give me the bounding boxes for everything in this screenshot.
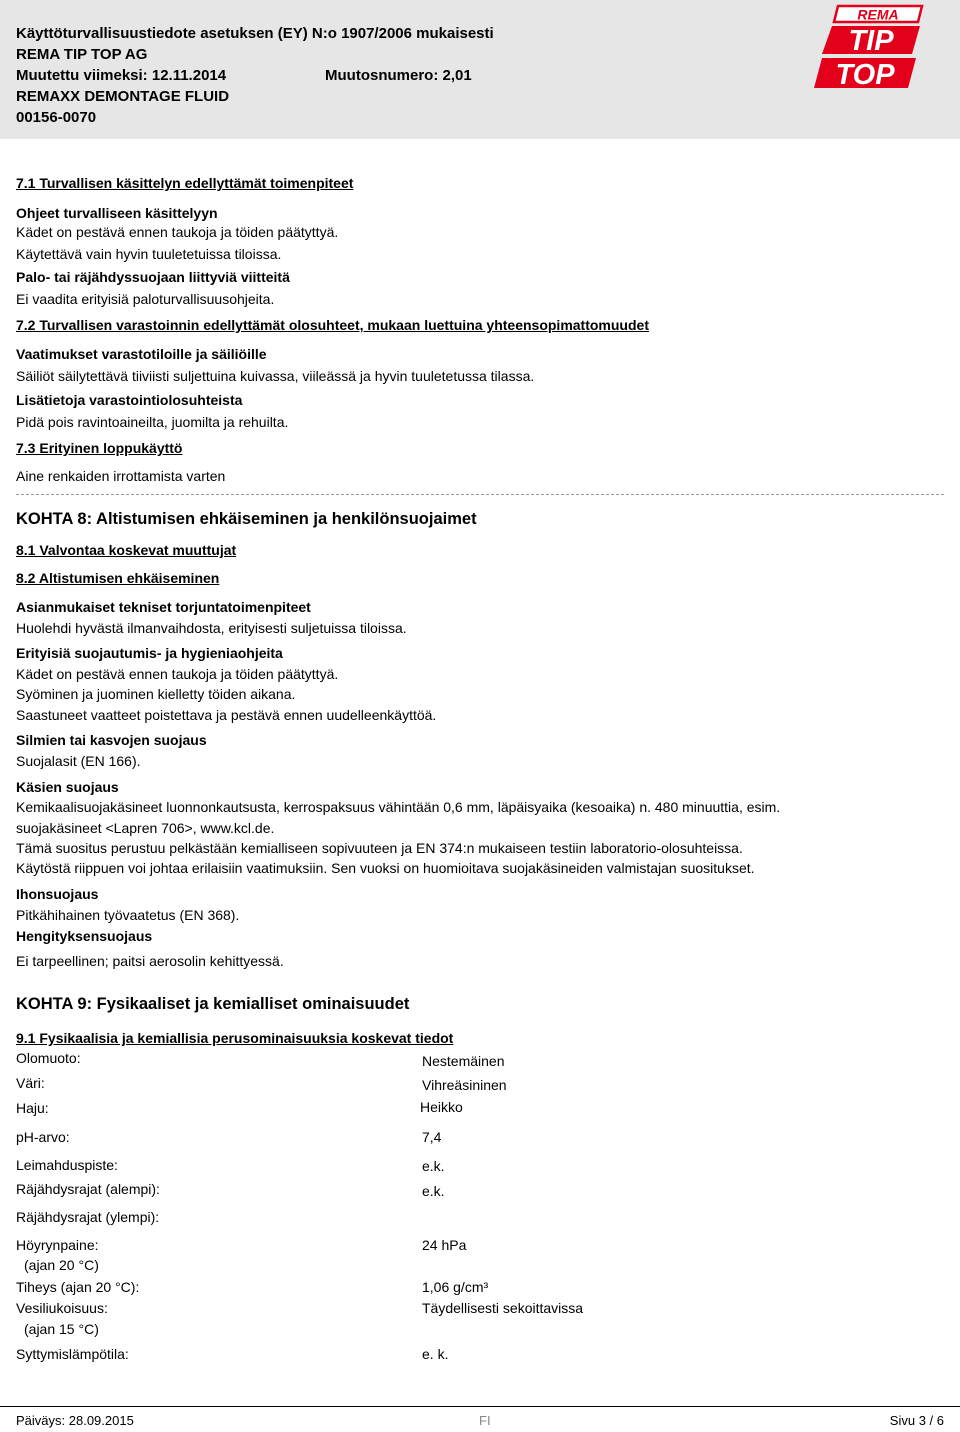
hygiene-title: Erityisiä suojautumis- ja hygieniaohjeita bbox=[16, 645, 283, 661]
property-value: e. k. bbox=[422, 1346, 449, 1362]
footer-divider bbox=[0, 1406, 960, 1407]
footer-date: Päiväys: 28.09.2015 bbox=[16, 1413, 134, 1428]
heading-8-2: 8.2 Altistumisen ehkäiseminen bbox=[16, 570, 220, 586]
property-value: Täydellisesti sekoittavissa bbox=[422, 1300, 584, 1316]
logo-text-mid: TIP bbox=[848, 25, 894, 57]
property-value: 24 hPa bbox=[422, 1237, 467, 1253]
property-label: pH-arvo: bbox=[16, 1129, 70, 1145]
header-company: REMA TIP TOP AG bbox=[16, 46, 148, 63]
property-label: Leimahduspiste: bbox=[16, 1157, 118, 1173]
eye-protection-title: Silmien tai kasvojen suojaus bbox=[16, 732, 207, 748]
respiratory-protection-text: Ei tarpeellinen; paitsi aerosolin kehittyessä. bbox=[16, 953, 284, 969]
engineering-controls-title: Asianmukaiset tekniset torjuntatoimenpiteet bbox=[16, 599, 311, 615]
section-8-title: KOHTA 8: Altistumisen ehkäiseminen ja henkilönsuojaimet bbox=[16, 510, 477, 528]
header-regulation: Käyttöturvallisuustiedote asetuksen (EY) N:o 1907/2006 mukaisesti bbox=[16, 25, 494, 42]
property-label: Räjähdysrajat (alempi): bbox=[16, 1181, 160, 1197]
handling-title: Ohjeet turvalliseen käsittelyyn bbox=[16, 205, 218, 221]
skin-protection-text: Pitkähihainen työvaatetus (EN 368). bbox=[16, 907, 240, 923]
property-label: (ajan 15 °C) bbox=[24, 1321, 99, 1337]
property-label: Haju: bbox=[16, 1100, 49, 1116]
skin-protection-title: Ihonsuojaus bbox=[16, 886, 99, 902]
fire-protection-text: Ei vaadita erityisiä paloturvallisuusohjeita. bbox=[16, 291, 275, 307]
heading-7-1: 7.1 Turvallisen käsittelyn edellyttämät toimenpiteet bbox=[16, 175, 354, 191]
property-label: (ajan 20 °C) bbox=[24, 1257, 99, 1273]
storage-requirements-text: Säiliöt säilytettävä tiiviisti suljettuina kuivassa, viileässä ja hyvin tuuletetussa tilassa. bbox=[16, 368, 535, 384]
property-label: Syttymislämpötila: bbox=[16, 1346, 129, 1362]
eye-protection-text: Suojalasit (EN 166). bbox=[16, 753, 141, 769]
property-label: Vesiliukoisuus: bbox=[16, 1300, 108, 1316]
storage-requirements-title: Vaatimukset varastotiloille ja säiliöille bbox=[16, 346, 267, 362]
logo-text-bottom: TOP bbox=[835, 59, 895, 90]
hand-protection-title: Käsien suojaus bbox=[16, 779, 119, 795]
property-value: Vihreäsininen bbox=[422, 1077, 507, 1093]
hand-protection-text-4: Käytöstä riippuen voi johtaa erilaisiin vaatimuksiin. Sen vuoksi on huomioitava suojakäsineiden valmistajan suositukset. bbox=[16, 860, 755, 876]
footer-page-number: Sivu 3 / 6 bbox=[889, 1413, 944, 1428]
handling-text-1: Kädet on pestävä ennen taukoja ja töiden päätyttyä. bbox=[16, 224, 339, 240]
hand-protection-text-2: suojakäsineet <Lapren 706>, www.kcl.de. bbox=[16, 820, 275, 836]
header-product: REMAXX DEMONTAGE FLUID bbox=[16, 88, 230, 105]
property-value: e.k. bbox=[422, 1183, 445, 1199]
property-value: e.k. bbox=[422, 1158, 445, 1174]
property-label: Väri: bbox=[16, 1075, 45, 1091]
handling-text-2: Käytettävä vain hyvin tuuletetuissa tiloissa. bbox=[16, 246, 282, 262]
rema-tip-top-logo bbox=[812, 4, 924, 90]
page-header bbox=[0, 0, 960, 139]
section-9-title: KOHTA 9: Fysikaaliset ja kemialliset ominaisuudet bbox=[16, 995, 410, 1013]
hygiene-text-3: Saastuneet vaatteet poistettava ja pestävä ennen uudelleenkäyttöä. bbox=[16, 707, 437, 723]
hand-protection-text-1: Kemikaalisuojakäsineet luonnonkautsusta, kerrospaksuus vähintään 0,6 mm, läpäisyaika (kesoaika) n. 480 minuuttia, esim. bbox=[16, 799, 781, 815]
header-product-code: 00156-0070 bbox=[16, 109, 97, 126]
property-label: Tiheys (ajan 20 °C): bbox=[16, 1279, 140, 1295]
section-divider bbox=[16, 494, 944, 495]
storage-info-title: Lisätietoja varastointiolosuhteista bbox=[16, 392, 243, 408]
hand-protection-text-3: Tämä suositus perustuu pelkästään kemialliseen sopivuuteen ja EN 374:n mukaiseen testiin laboratorio-olosuhteissa. bbox=[16, 840, 743, 856]
property-label: Räjähdysrajat (ylempi): bbox=[16, 1209, 160, 1225]
header-modified: Muutettu viimeksi: 12.11.2014 bbox=[16, 67, 227, 84]
footer-language: FI bbox=[479, 1413, 491, 1428]
heading-7-3: 7.3 Erityinen loppukäyttö bbox=[16, 440, 183, 456]
hygiene-text-2: Syöminen ja juominen kielletty töiden aikana. bbox=[16, 686, 296, 702]
property-value: Heikko bbox=[420, 1099, 463, 1115]
storage-info-text: Pidä pois ravintoaineilta, juomilta ja rehuilta. bbox=[16, 414, 289, 430]
hygiene-text-1: Kädet on pestävä ennen taukoja ja töiden päätyttyä. bbox=[16, 666, 339, 682]
heading-8-1: 8.1 Valvontaa koskevat muuttujat bbox=[16, 542, 237, 558]
property-label: Olomuoto: bbox=[16, 1050, 81, 1066]
property-label: Höyrynpaine: bbox=[16, 1237, 99, 1253]
heading-9-1: 9.1 Fysikaalisia ja kemiallisia perusominaisuuksia koskevat tiedot bbox=[16, 1030, 454, 1046]
engineering-controls-text: Huolehdi hyvästä ilmanvaihdosta, erityisesti suljetuissa tiloissa. bbox=[16, 620, 407, 636]
property-value: Nestemäinen bbox=[422, 1053, 505, 1069]
property-value: 7,4 bbox=[422, 1129, 442, 1145]
property-value: 1,06 g/cm³ bbox=[422, 1279, 489, 1295]
respiratory-protection-title: Hengityksensuojaus bbox=[16, 928, 153, 944]
heading-7-2: 7.2 Turvallisen varastoinnin edellyttämät olosuhteet, mukaan luettuina yhteensopimattomuudet bbox=[16, 317, 649, 333]
end-use-text: Aine renkaiden irrottamista varten bbox=[16, 468, 226, 484]
header-revision: Muutosnumero: 2,01 bbox=[325, 67, 472, 84]
logo-text-top: REMA bbox=[857, 6, 899, 23]
fire-protection-title: Palo- tai räjähdyssuojaan liittyviä viitteitä bbox=[16, 269, 290, 285]
